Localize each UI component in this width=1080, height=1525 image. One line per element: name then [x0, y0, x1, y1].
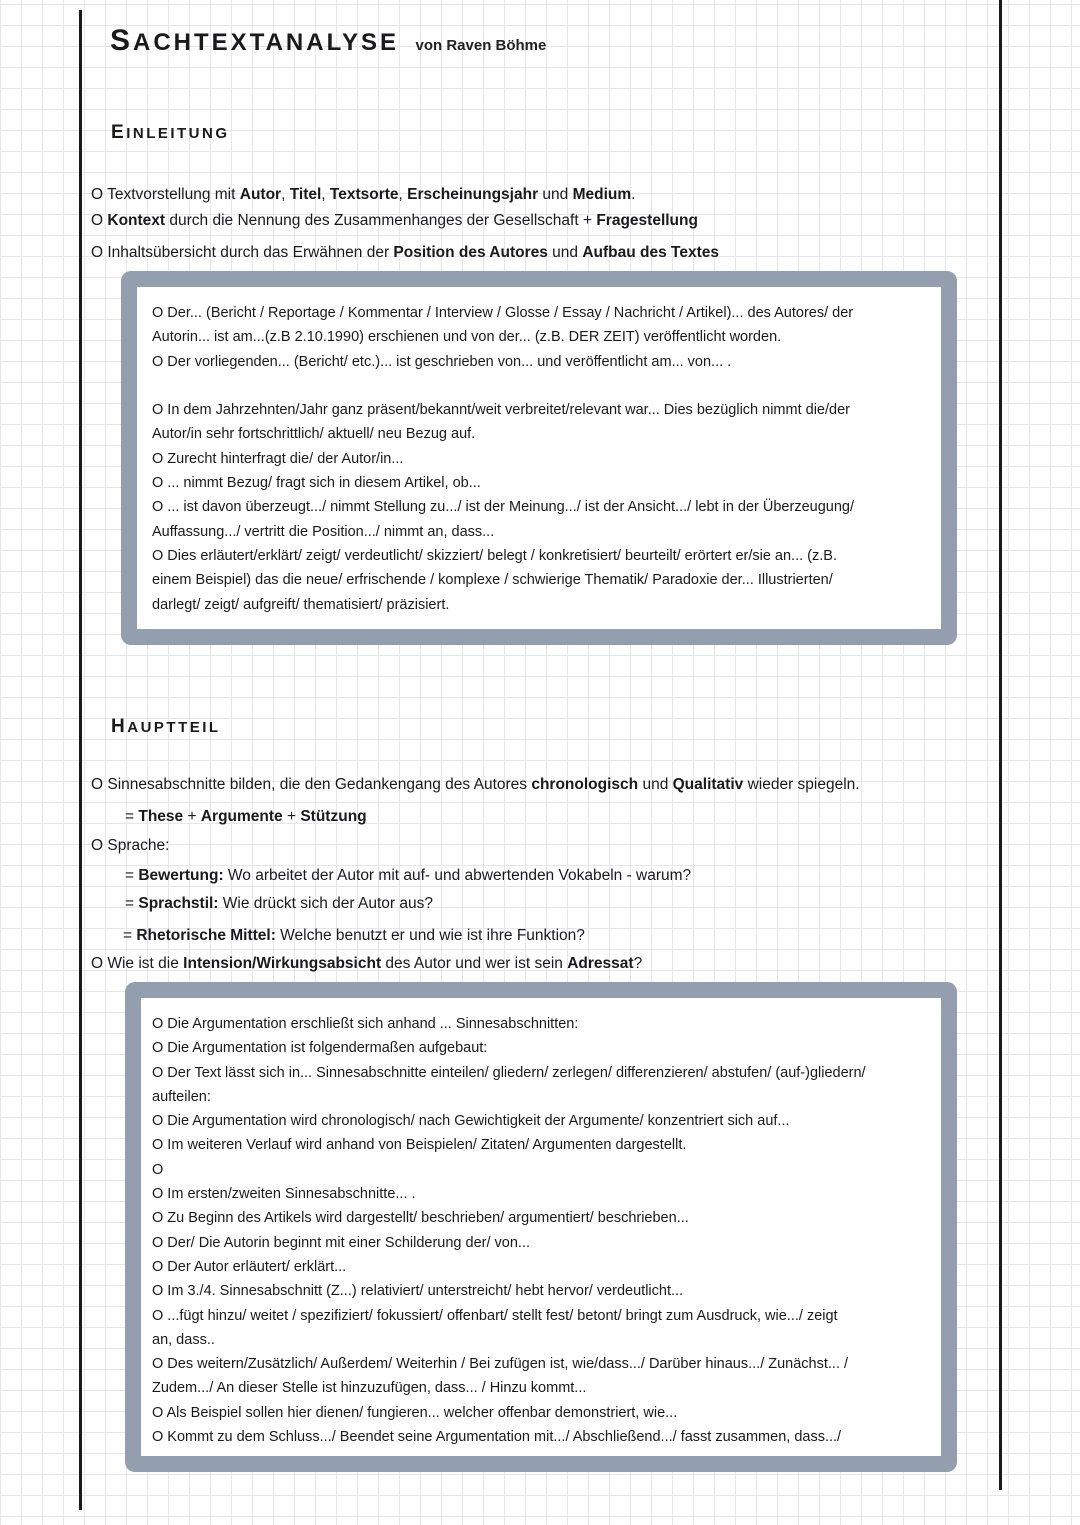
- phrase-line: O Zu Beginn des Artikels wird dargestellt/ beschrieben/ argumentiert/ beschrieben...: [152, 1210, 689, 1227]
- einleitung-point: [91, 185, 635, 205]
- phrase-line: [152, 374, 854, 398]
- phrase-line: O Die Argumentation ist folgendermaßen aufgebaut:: [152, 1040, 488, 1057]
- phrase-line: Zudem.../ An dieser Stelle ist hinzuzufügen, dass... / Hinzu kommt...: [152, 1380, 587, 1397]
- bold-keyword: Titel: [289, 186, 322, 203]
- phrase-line: O In dem Jahrzehnten/Jahr ganz präsent/bekannt/weit verbreitet/relevant war... Dies bezüglich nimmt die/der: [152, 402, 850, 419]
- bold-keyword: Autor: [239, 186, 282, 203]
- bold-keyword: Textsorte: [329, 186, 399, 203]
- text-segment: und: [538, 186, 573, 203]
- hauptteil-point: [91, 836, 169, 856]
- hauptteil-point: [123, 926, 585, 946]
- section-heading-einleitung: EINLEITUNG: [111, 122, 230, 143]
- text-segment: und: [547, 244, 583, 261]
- bold-keyword: Rhetorische Mittel:: [136, 927, 276, 944]
- phrase-line: O ... ist davon überzeugt.../ nimmt Stellung zu.../ ist der Meinung.../ ist der Ansicht.../ lebt in der Überzeugung/: [152, 499, 854, 516]
- phrase-line: O Der vorliegenden... (Bericht/ etc.)... ist geschrieben von... und veröffentlicht am... von... .: [152, 353, 732, 370]
- phrase-line: O ... nimmt Bezug/ fragt sich in diesem Artikel, ob...: [152, 475, 481, 492]
- phrase-line: O Des weitern/Zusätzlich/ Außerdem/ Weiterhin / Bei zufügen ist, wie/dass.../ Darüber hinaus.../ Zunächst... /: [152, 1356, 849, 1373]
- text-segment: Welche benutzt er und wie ist ihre Funktion?: [275, 927, 585, 944]
- phrase-line: O ...fügt hinzu/ weitet / spezifiziert/ fokussiert/ offenbart/ stellt fest/ betont/ bringt zum Ausdruck, wie.../ zeigt: [152, 1307, 838, 1324]
- hauptteil-point: [125, 866, 691, 886]
- hauptteil-point: [125, 807, 367, 827]
- phrase-line: O Zurecht hinterfragt die/ der Autor/in...: [152, 450, 404, 467]
- text-segment: O Inhaltsübersicht durch das Erwähnen der: [91, 244, 394, 261]
- hauptteil-point: [91, 775, 860, 795]
- bold-keyword: Sprachstil:: [138, 895, 219, 912]
- bold-keyword: Kontext: [107, 212, 166, 229]
- text-segment: =: [125, 867, 139, 884]
- text-segment: +: [282, 808, 301, 825]
- bold-keyword: Adressat: [567, 955, 634, 972]
- text-segment: .: [631, 186, 636, 203]
- phrase-line: einem Beispiel) das die neue/ erfrischende / komplexe / schwierige Thematik/ Paradoxie der... Illustrierten/: [152, 572, 833, 589]
- page-title: SACHTEXTANALYSE: [110, 24, 400, 57]
- phrase-line: O Im 3./4. Sinnesabschnitt (Z...) relativiert/ unterstreicht/ hebt hervor/ verdeutlicht...: [152, 1283, 684, 1300]
- phrase-line: O Der/ Die Autorin beginnt mit einer Schilderung der/ von...: [152, 1234, 530, 1251]
- text-segment: ,: [281, 186, 290, 203]
- phrase-line: Auffassung.../ vertritt die Position.../ nimmt an, dass...: [152, 523, 495, 540]
- phrase-line: O Im ersten/zweiten Sinnesabschnitte... .: [152, 1186, 416, 1203]
- phrase-line: O Der... (Bericht / Reportage / Kommentar / Interview / Glosse / Essay / Nachricht / Artikel)... des Autores/ der: [152, 305, 854, 321]
- phrase-line: O Als Beispiel sollen hier dienen/ fungieren... welcher offenbar demonstriert, wie...: [152, 1404, 678, 1421]
- section-heading-hauptteil: HAUPTTEIL: [111, 716, 221, 737]
- phrase-line: an, dass..: [152, 1331, 215, 1348]
- bold-keyword: Position des Autores: [393, 244, 548, 261]
- bold-keyword: These: [138, 808, 184, 825]
- phrase-line: O Im weiteren Verlauf wird anhand von Beispielen/ Zitaten/ Argumenten dargestellt.: [152, 1137, 687, 1154]
- phrase-line: O Kommt zu dem Schluss.../ Beendet seine Argumentation mit.../ Abschließend.../ fasst zusammen, dass.../: [152, 1429, 842, 1446]
- phrase-line: O Der Autor erläutert/ erklärt...: [152, 1258, 347, 1275]
- text-segment: O Textvorstellung mit: [91, 186, 240, 203]
- bold-keyword: Aufbau des Textes: [582, 244, 720, 261]
- phrase-line: aufteilen:: [152, 1088, 211, 1105]
- bold-keyword: Medium: [572, 186, 632, 203]
- text-segment: ,: [321, 186, 330, 203]
- text-segment: Wo arbeitet der Autor mit auf- und abwertenden Vokabeln - warum?: [223, 867, 692, 884]
- notebook-margin-right: [999, 0, 1002, 1490]
- text-segment: des Autor und wer ist sein: [381, 955, 568, 972]
- text-segment: =: [123, 927, 137, 944]
- text-segment: +: [183, 808, 201, 825]
- einleitung-phrase-list: [152, 301, 854, 617]
- text-segment: =: [125, 808, 139, 825]
- text-segment: wieder spiegeln.: [743, 776, 860, 793]
- bold-keyword: Intension/Wirkungsabsicht: [183, 955, 382, 972]
- hauptteil-point: [125, 894, 433, 914]
- text-segment: ?: [633, 955, 643, 972]
- text-segment: O Sprache:: [91, 837, 170, 854]
- bold-keyword: Bewertung:: [138, 867, 224, 884]
- phrase-line: O Dies erläutert/erklärt/ zeigt/ verdeutlicht/ skizziert/ belegt / konkretisiert/ beurteilt/ erörtert er/sie an... (z.B.: [152, 547, 837, 564]
- text-segment: und: [638, 776, 673, 793]
- text-segment: durch die Nennung des Zusammenhanges der Gesellschaft +: [165, 212, 597, 229]
- bold-keyword: chronologisch: [531, 776, 639, 793]
- phrase-line: darlegt/ zeigt/ aufgreift/ thematisiert/ präzisiert.: [152, 596, 450, 613]
- phrase-line: O Die Argumentation wird chronologisch/ nach Gewichtigkeit der Argumente/ konzentriert sich auf...: [152, 1113, 790, 1130]
- einleitung-point: [91, 243, 719, 263]
- bold-keyword: Qualitativ: [672, 776, 744, 793]
- text-segment: O Wie ist die: [91, 955, 184, 972]
- bold-keyword: Argumente: [200, 808, 283, 825]
- text-segment: ,: [398, 186, 408, 203]
- text-segment: O: [91, 212, 108, 229]
- text-segment: Wie drückt sich der Autor aus?: [218, 895, 433, 912]
- phrase-line: O Die Argumentation erschließt sich anhand ... Sinnesabschnitten:: [152, 1016, 579, 1032]
- notebook-margin-left: [79, 10, 82, 1510]
- bold-keyword: Erscheinungsjahr: [407, 186, 539, 203]
- einleitung-point: [91, 211, 698, 231]
- hauptteil-point: [91, 954, 642, 974]
- hauptteil-phrase-list: [152, 1012, 866, 1449]
- bold-keyword: Stützung: [300, 808, 367, 825]
- phrase-line: Autorin... ist am...(z.B 2.10.1990) erschienen und von der... (z.B. DER ZEIT) veröffentlicht worden.: [152, 329, 782, 346]
- author-byline: von Raven Böhme: [415, 37, 547, 54]
- header: [110, 24, 546, 58]
- bold-keyword: Fragestellung: [596, 212, 698, 229]
- phrase-line: O: [152, 1161, 164, 1178]
- phrase-line: Autor/in sehr fortschrittlich/ aktuell/ neu Bezug auf.: [152, 426, 476, 443]
- text-segment: O Sinnesabschnitte bilden, die den Gedankengang des Autores: [91, 776, 532, 793]
- text-segment: =: [125, 895, 139, 912]
- phrase-line: O Der Text lässt sich in... Sinnesabschnitte einteilen/ gliedern/ zerlegen/ differenzieren/ abstufen/ (auf-)gliedern/: [152, 1064, 866, 1081]
